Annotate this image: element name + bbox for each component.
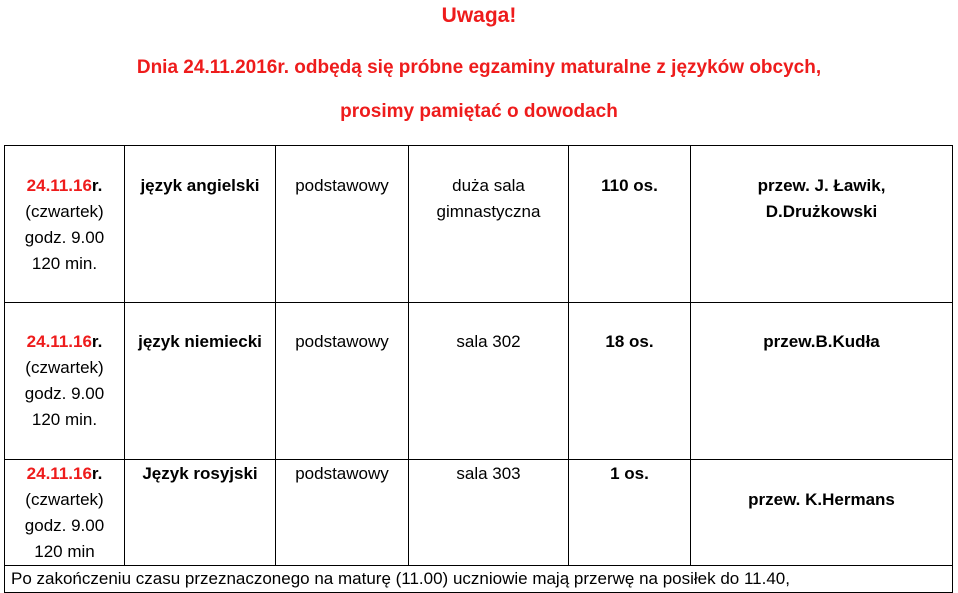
- notice-line-reminder: prosimy pamiętać o dowodach: [340, 101, 618, 122]
- exam-proctor-cell: [691, 460, 953, 566]
- footer-note: Po zakończeniu czasu przeznaczonego na maturę (11.00) uczniowie mają przerwę na posiłek do 11.40,: [5, 566, 953, 593]
- exam-date: 24.11.16: [26, 464, 92, 483]
- exam-room-cell: [409, 146, 569, 303]
- exam-level-cell: [276, 460, 409, 566]
- exam-date: 24.11.16: [26, 176, 92, 195]
- exam-level: podstawowy: [295, 332, 389, 351]
- exam-room-extra: gimnastyczna: [436, 202, 541, 221]
- exam-proctor-cell: [691, 303, 953, 460]
- exam-day: (czwartek): [25, 490, 104, 509]
- table-row: [5, 460, 953, 566]
- exam-room: duża sala: [452, 176, 525, 195]
- exam-date-suffix: r.: [91, 176, 103, 195]
- exam-time: godz. 9.00: [24, 384, 105, 403]
- exam-date-cell: [5, 146, 125, 303]
- exam-duration: 120 min.: [31, 410, 98, 429]
- exam-subject: język niemiecki: [138, 332, 262, 351]
- notice-title: Uwaga!: [441, 4, 517, 27]
- exam-date-suffix: r.: [91, 464, 103, 483]
- exam-subject: Język rosyjski: [142, 464, 258, 483]
- exam-date-suffix: r.: [91, 332, 103, 351]
- exam-duration: 120 min: [34, 542, 95, 561]
- exam-date-cell: [5, 303, 125, 460]
- table-row: [5, 566, 953, 593]
- exam-date: 24.11.16: [26, 332, 92, 351]
- exam-proctor: przew. K.Hermans: [748, 490, 895, 509]
- exam-date-cell: [5, 460, 125, 566]
- exam-subject: język angielski: [140, 176, 260, 195]
- exam-level-cell: [276, 303, 409, 460]
- exam-count-cell: [569, 303, 691, 460]
- exam-proctor: przew. J. Ławik,: [757, 176, 886, 195]
- exam-level-cell: [276, 146, 409, 303]
- exam-time: godz. 9.00: [24, 516, 105, 535]
- exam-day: (czwartek): [25, 202, 104, 221]
- exam-proctor-extra: D.Drużkowski: [765, 202, 878, 221]
- exam-count: 1 os.: [610, 464, 649, 483]
- exam-time: godz. 9.00: [24, 228, 105, 247]
- exam-room: sala 303: [456, 464, 521, 483]
- notice-line-date: Dnia 24.11.2016r. odbędą się próbne egzaminy maturalne z języków obcych,: [136, 57, 822, 78]
- table-row: [5, 303, 953, 460]
- exam-room-cell: [409, 460, 569, 566]
- exam-duration: 120 min.: [31, 254, 98, 273]
- exam-proctor-cell: [691, 146, 953, 303]
- exam-day: (czwartek): [25, 358, 104, 377]
- exam-subject-cell: [125, 146, 276, 303]
- exam-room: sala 302: [456, 332, 521, 351]
- exam-count-cell: [569, 146, 691, 303]
- exam-level: podstawowy: [295, 464, 389, 483]
- exam-subject-cell: [125, 303, 276, 460]
- exam-schedule-table: [4, 145, 953, 593]
- exam-subject-cell: [125, 460, 276, 566]
- exam-proctor: przew.B.Kudła: [763, 332, 880, 351]
- exam-count: 18 os.: [605, 332, 654, 351]
- table-row: [5, 146, 953, 303]
- exam-room-cell: [409, 303, 569, 460]
- exam-count: 110 os.: [601, 176, 658, 195]
- exam-count-cell: [569, 460, 691, 566]
- exam-level: podstawowy: [295, 176, 389, 195]
